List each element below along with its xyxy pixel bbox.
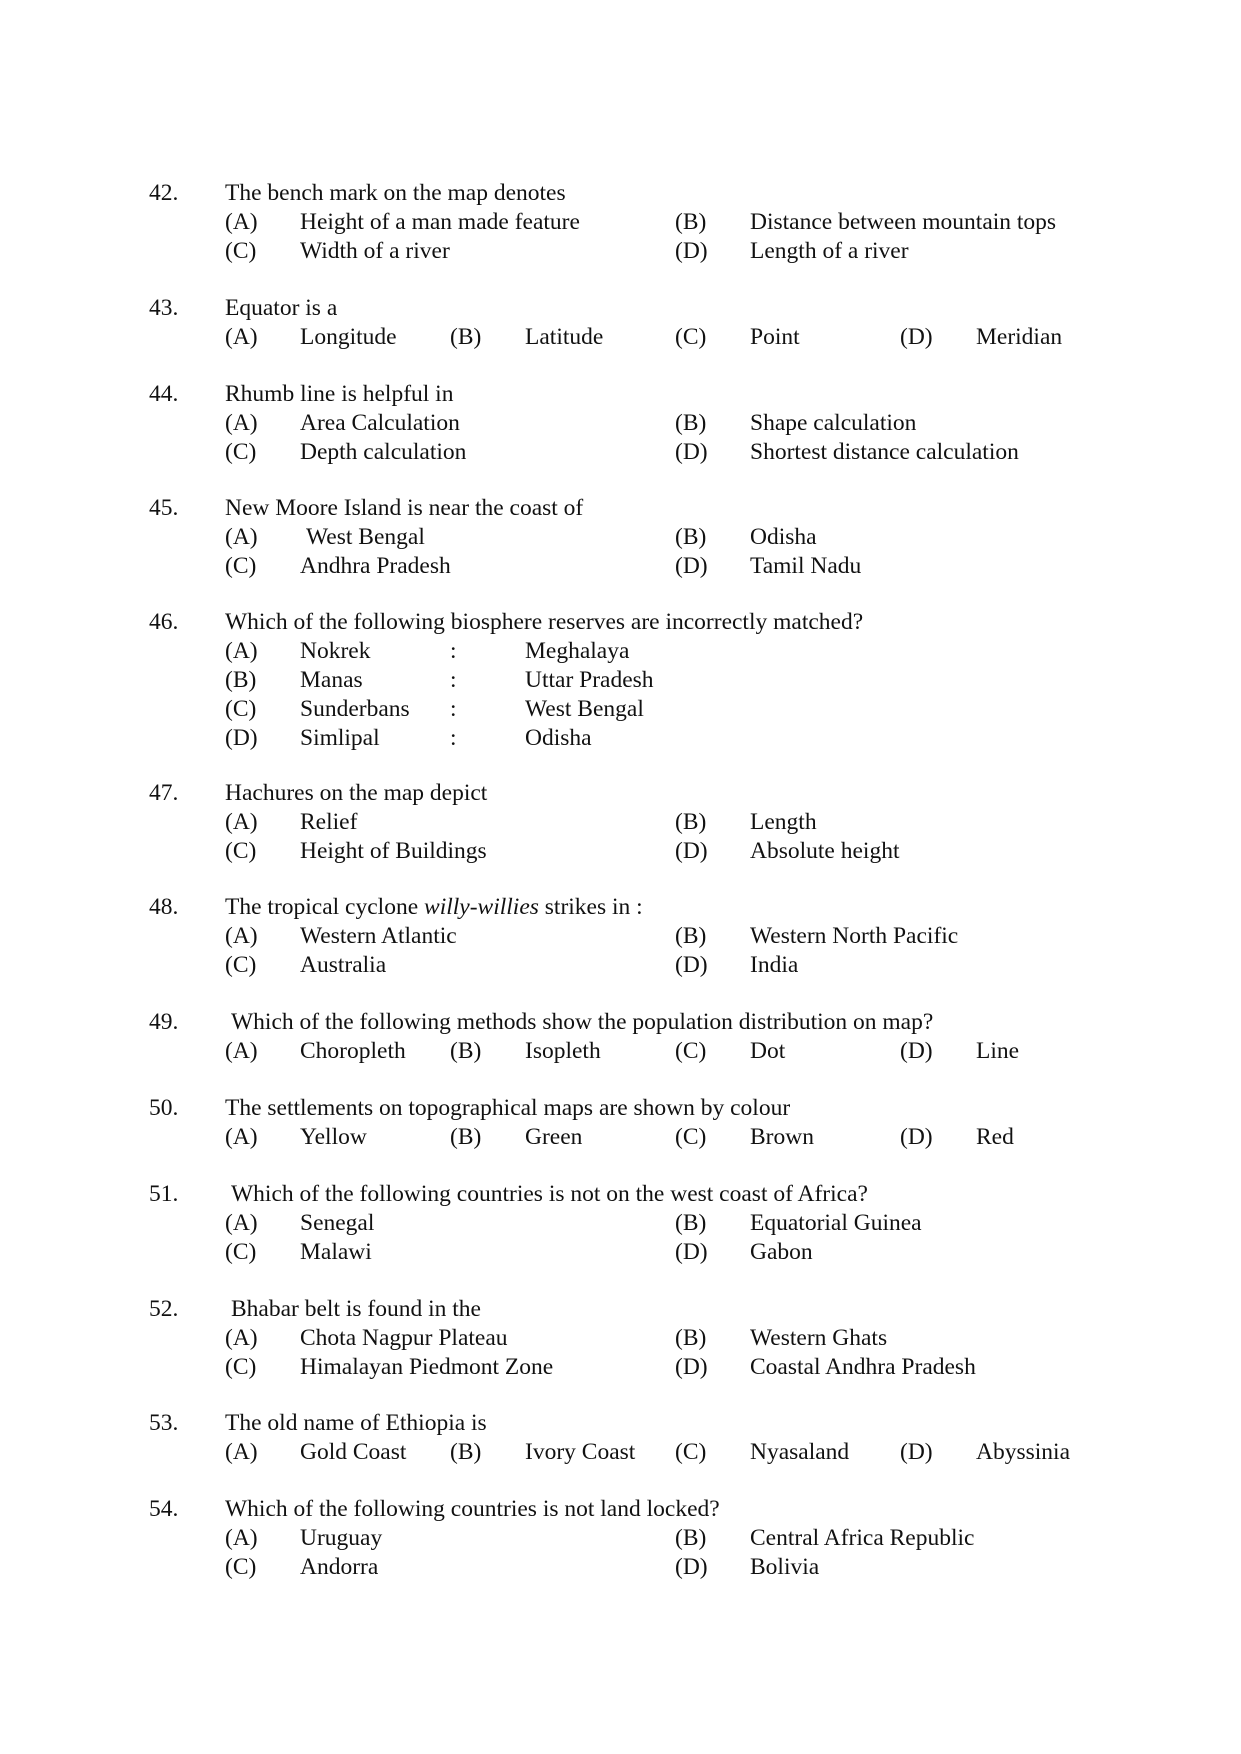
question-number: 46. xyxy=(149,609,179,635)
option-label: (D) xyxy=(675,1554,708,1580)
question-46 xyxy=(0,608,1241,753)
option-label: (C) xyxy=(675,1439,707,1465)
option-label: (C) xyxy=(225,238,257,264)
option-text: Himalayan Piedmont Zone xyxy=(300,1354,554,1380)
reserve-name: Simlipal xyxy=(300,725,380,751)
option-text: Length xyxy=(750,809,817,835)
option-text: Malawi xyxy=(300,1239,372,1265)
option-label: (B) xyxy=(450,1124,482,1150)
option-label: (A) xyxy=(225,1325,258,1351)
option-text: Central Africa Republic xyxy=(750,1525,975,1551)
option-label: (D) xyxy=(675,838,708,864)
question-stem: Which of the following countries is not on the west coast of Africa? xyxy=(231,1181,868,1207)
option-label: (C) xyxy=(225,1354,257,1380)
option-text: Nyasaland xyxy=(750,1439,850,1465)
option-label: (B) xyxy=(675,1210,707,1236)
option-text: Western Atlantic xyxy=(300,923,457,949)
question-49 xyxy=(0,1008,1241,1066)
option-text: Shape calculation xyxy=(750,410,917,436)
option-text: Choropleth xyxy=(300,1038,406,1064)
option-text: Isopleth xyxy=(525,1038,601,1064)
question-number: 53. xyxy=(149,1410,179,1436)
question-53 xyxy=(0,1409,1241,1467)
option-text: Equatorial Guinea xyxy=(750,1210,922,1236)
reserve-state: Uttar Pradesh xyxy=(525,667,654,693)
option-label: (A) xyxy=(225,1525,258,1551)
stem-before: The tropical cyclone xyxy=(225,894,425,920)
option-label: (A) xyxy=(225,1210,258,1236)
option-text: Width of a river xyxy=(300,238,450,264)
question-48 xyxy=(0,893,1241,980)
question-52 xyxy=(0,1295,1241,1382)
option-label: (B) xyxy=(450,324,482,350)
option-text: Gold Coast xyxy=(300,1439,407,1465)
option-text: Western Ghats xyxy=(750,1325,888,1351)
option-text: Relief xyxy=(300,809,358,835)
option-text: Odisha xyxy=(750,524,817,550)
option-label: (A) xyxy=(225,324,258,350)
question-number: 51. xyxy=(149,1181,179,1207)
question-43 xyxy=(0,294,1241,352)
question-54 xyxy=(0,1495,1241,1582)
option-label: (C) xyxy=(225,1554,257,1580)
question-51 xyxy=(0,1180,1241,1267)
option-text: Depth calculation xyxy=(300,439,467,465)
question-stem: Which of the following countries is not land locked? xyxy=(225,1496,720,1522)
option-label: (B) xyxy=(675,809,707,835)
option-text: Yellow xyxy=(300,1124,367,1150)
option-text: Meridian xyxy=(976,324,1063,350)
question-stem: Which of the following biosphere reserves are incorrectly matched? xyxy=(225,609,864,635)
separator: : xyxy=(450,667,457,693)
reserve-state: Odisha xyxy=(525,725,592,751)
question-stem: Which of the following methods show the population distribution on map? xyxy=(231,1009,934,1035)
option-text: Andorra xyxy=(300,1554,379,1580)
option-label: (C) xyxy=(675,1038,707,1064)
option-label: (D) xyxy=(225,725,258,751)
option-label: (C) xyxy=(675,1124,707,1150)
option-text: Australia xyxy=(300,952,387,978)
option-label: (A) xyxy=(225,1439,258,1465)
option-label: (B) xyxy=(675,923,707,949)
question-stem: Rhumb line is helpful in xyxy=(225,381,454,407)
option-label: (D) xyxy=(675,952,708,978)
option-label: (D) xyxy=(900,1038,933,1064)
option-label: (C) xyxy=(225,439,257,465)
option-text: Brown xyxy=(750,1124,814,1150)
separator: : xyxy=(450,725,457,751)
question-stem: Bhabar belt is found in the xyxy=(231,1296,481,1322)
option-label: (B) xyxy=(675,524,707,550)
option-text: Andhra Pradesh xyxy=(300,553,451,579)
option-text: Bolivia xyxy=(750,1554,820,1580)
option-label: (B) xyxy=(225,667,257,693)
question-number: 50. xyxy=(149,1095,179,1121)
option-text: Line xyxy=(976,1038,1020,1064)
option-label: (D) xyxy=(675,553,708,579)
option-text: Latitude xyxy=(525,324,604,350)
option-text: Chota Nagpur Plateau xyxy=(300,1325,508,1351)
option-text: West Bengal xyxy=(306,524,425,550)
option-text: Length of a river xyxy=(750,238,909,264)
option-label: (D) xyxy=(900,1124,933,1150)
question-50 xyxy=(0,1094,1241,1152)
question-number: 47. xyxy=(149,780,179,806)
option-label: (D) xyxy=(675,439,708,465)
option-label: (D) xyxy=(900,324,933,350)
question-45 xyxy=(0,494,1241,581)
question-number: 54. xyxy=(149,1496,179,1522)
option-text: Longitude xyxy=(300,324,397,350)
option-label: (C) xyxy=(225,952,257,978)
option-label: (B) xyxy=(450,1439,482,1465)
option-text: Uruguay xyxy=(300,1525,383,1551)
question-stem xyxy=(225,893,643,922)
question-stem: The settlements on topographical maps are shown by colour xyxy=(225,1095,791,1121)
reserve-name: Sunderbans xyxy=(300,696,410,722)
option-label: (A) xyxy=(225,923,258,949)
option-text: Coastal Andhra Pradesh xyxy=(750,1354,976,1380)
question-number: 43. xyxy=(149,295,179,321)
question-number: 52. xyxy=(149,1296,179,1322)
question-number: 48. xyxy=(149,894,179,920)
question-number: 42. xyxy=(149,180,179,206)
question-42 xyxy=(0,179,1241,266)
question-47 xyxy=(0,779,1241,866)
option-label: (A) xyxy=(225,209,258,235)
reserve-state: West Bengal xyxy=(525,696,644,722)
option-text: India xyxy=(750,952,799,978)
option-label: (B) xyxy=(675,410,707,436)
option-label: (D) xyxy=(675,1239,708,1265)
option-label: (D) xyxy=(675,238,708,264)
option-text: Shortest distance calculation xyxy=(750,439,1019,465)
option-text: Senegal xyxy=(300,1210,375,1236)
option-text: Height of a man made feature xyxy=(300,209,580,235)
option-label: (A) xyxy=(225,1038,258,1064)
question-number: 45. xyxy=(149,495,179,521)
question-stem: The old name of Ethiopia is xyxy=(225,1410,487,1436)
question-44 xyxy=(0,380,1241,467)
question-stem: Hachures on the map depict xyxy=(225,780,488,806)
option-label: (A) xyxy=(225,1124,258,1150)
option-label: (C) xyxy=(225,838,257,864)
option-label: (D) xyxy=(675,1354,708,1380)
option-label: (B) xyxy=(450,1038,482,1064)
question-number: 49. xyxy=(149,1009,179,1035)
question-number: 44. xyxy=(149,381,179,407)
reserve-name: Nokrek xyxy=(300,638,371,664)
reserve-name: Manas xyxy=(300,667,363,693)
option-label: (B) xyxy=(675,1525,707,1551)
option-label: (A) xyxy=(225,524,258,550)
option-label: (A) xyxy=(225,410,258,436)
separator: : xyxy=(450,638,457,664)
reserve-state: Meghalaya xyxy=(525,638,630,664)
option-label: (C) xyxy=(225,553,257,579)
option-label: (A) xyxy=(225,638,258,664)
option-text: Tamil Nadu xyxy=(750,553,862,579)
option-text: Western North Pacific xyxy=(750,923,959,949)
option-label: (C) xyxy=(225,1239,257,1265)
option-text: Ivory Coast xyxy=(525,1439,636,1465)
stem-after: strikes in : xyxy=(538,894,643,920)
option-text: Red xyxy=(976,1124,1014,1150)
option-label: (D) xyxy=(900,1439,933,1465)
question-stem: The bench mark on the map denotes xyxy=(225,180,566,206)
option-label: (B) xyxy=(675,209,707,235)
option-text: Height of Buildings xyxy=(300,838,487,864)
option-text: Green xyxy=(525,1124,583,1150)
question-stem: Equator is a xyxy=(225,295,338,321)
option-label: (A) xyxy=(225,809,258,835)
option-text: Area Calculation xyxy=(300,410,460,436)
option-text: Abyssinia xyxy=(976,1439,1070,1465)
option-text: Gabon xyxy=(750,1239,813,1265)
option-label: (C) xyxy=(675,324,707,350)
option-label: (B) xyxy=(675,1325,707,1351)
option-text: Point xyxy=(750,324,800,350)
separator: : xyxy=(450,696,457,722)
option-text: Absolute height xyxy=(750,838,900,864)
option-text: Dot xyxy=(750,1038,786,1064)
stem-italic: willy-willies xyxy=(424,894,539,920)
question-stem: New Moore Island is near the coast of xyxy=(225,495,584,521)
option-text: Distance between mountain tops xyxy=(750,209,1057,235)
option-label: (C) xyxy=(225,696,257,722)
